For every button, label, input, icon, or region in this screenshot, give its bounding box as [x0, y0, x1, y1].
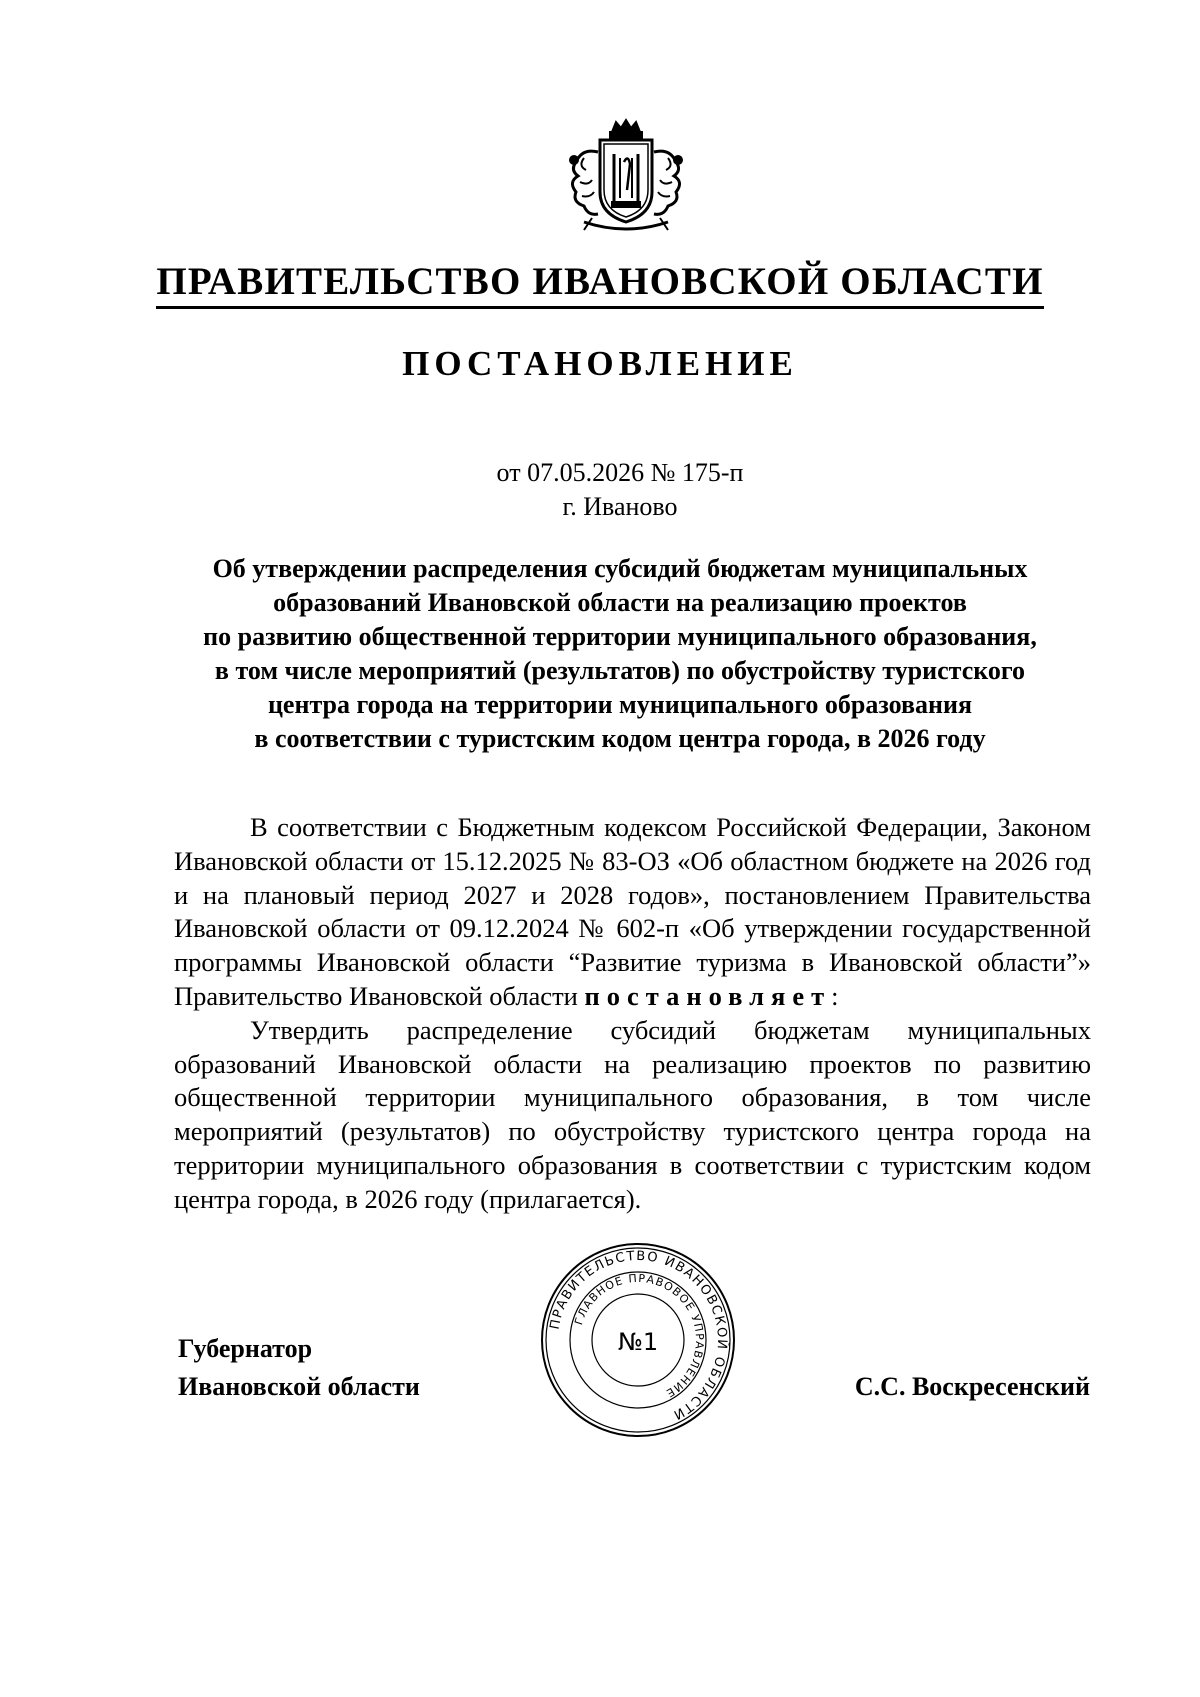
official-seal-icon — [538, 1240, 738, 1440]
seal-outer-text: ПРАВИТЕЛЬСТВО ИВАНОВСКОЙ ОБЛАСТИ — [547, 1248, 730, 1423]
decree-colon: : — [831, 980, 839, 1011]
signatory-position — [178, 1330, 420, 1406]
subject-line: по развитию общественной территории муниципального образования, — [203, 622, 1037, 651]
coat-of-arms-icon — [554, 118, 698, 234]
document-number-block — [0, 456, 1200, 524]
seal-inner-text: ГЛАВНОЕ ПРАВОВОЕ УПРАВЛЕНИЕ — [572, 1271, 707, 1401]
preamble-paragraph — [174, 811, 1091, 1014]
signatory-position-line: Ивановской области — [178, 1372, 420, 1401]
document-body — [174, 811, 1091, 1217]
subject-line: в том числе мероприятий (результатов) по обустройству туристского — [214, 656, 1026, 685]
organization-title-text: ПРАВИТЕЛЬСТВО ИВАНОВСКОЙ ОБЛАСТИ — [156, 260, 1043, 309]
decree-word: постановляет — [584, 980, 832, 1011]
subject-line: Об утверждении распределения субсидий бюджетам муниципальных — [212, 554, 1028, 583]
seal-center-text: №1 — [617, 1328, 659, 1356]
document-number: от 07.05.2026 № 175-п — [496, 458, 744, 487]
signatory-position-line: Губернатор — [178, 1334, 313, 1363]
document-city: г. Иваново — [562, 492, 678, 521]
subject-line: образований Ивановской области на реализацию проектов — [273, 588, 967, 617]
document-type: ПОСТАНОВЛЕНИЕ — [402, 344, 798, 383]
preamble-text: В соответствии с Бюджетным кодексом Российской Федерации, Законом Ивановской области от 15.12.2025 № 83-ОЗ «Об областном бюджете на 2026 год и на плановый период 2027 и 2028 годов», постановлением Правительства Ивановской области от 09.12.2024 № 602-п «Об утверждении государственной программы Ивановской области “Развитие туризма в Ивановской области”» Правительство Ивановской области — [174, 812, 1091, 1011]
organization-title — [0, 262, 1200, 301]
signatory-name: С.С. Воскресенский — [854, 1372, 1090, 1401]
resolution-paragraph: Утвердить распределение субсидий бюджетам муниципальных образований Ивановской области на реализацию проектов по развитию общественной территории муниципального образования, в том числе мероприятий (результатов) по обустройству туристского центра города на территории муниципального образования в соответствии с туристским кодом центра города, в 2026 году (прилагается). — [174, 1014, 1091, 1214]
subject-line: в соответствии с туристским кодом центра города, в 2026 году — [254, 724, 986, 753]
subject-line: центра города на территории муниципального образования — [267, 690, 973, 719]
document-subject — [160, 552, 1080, 756]
